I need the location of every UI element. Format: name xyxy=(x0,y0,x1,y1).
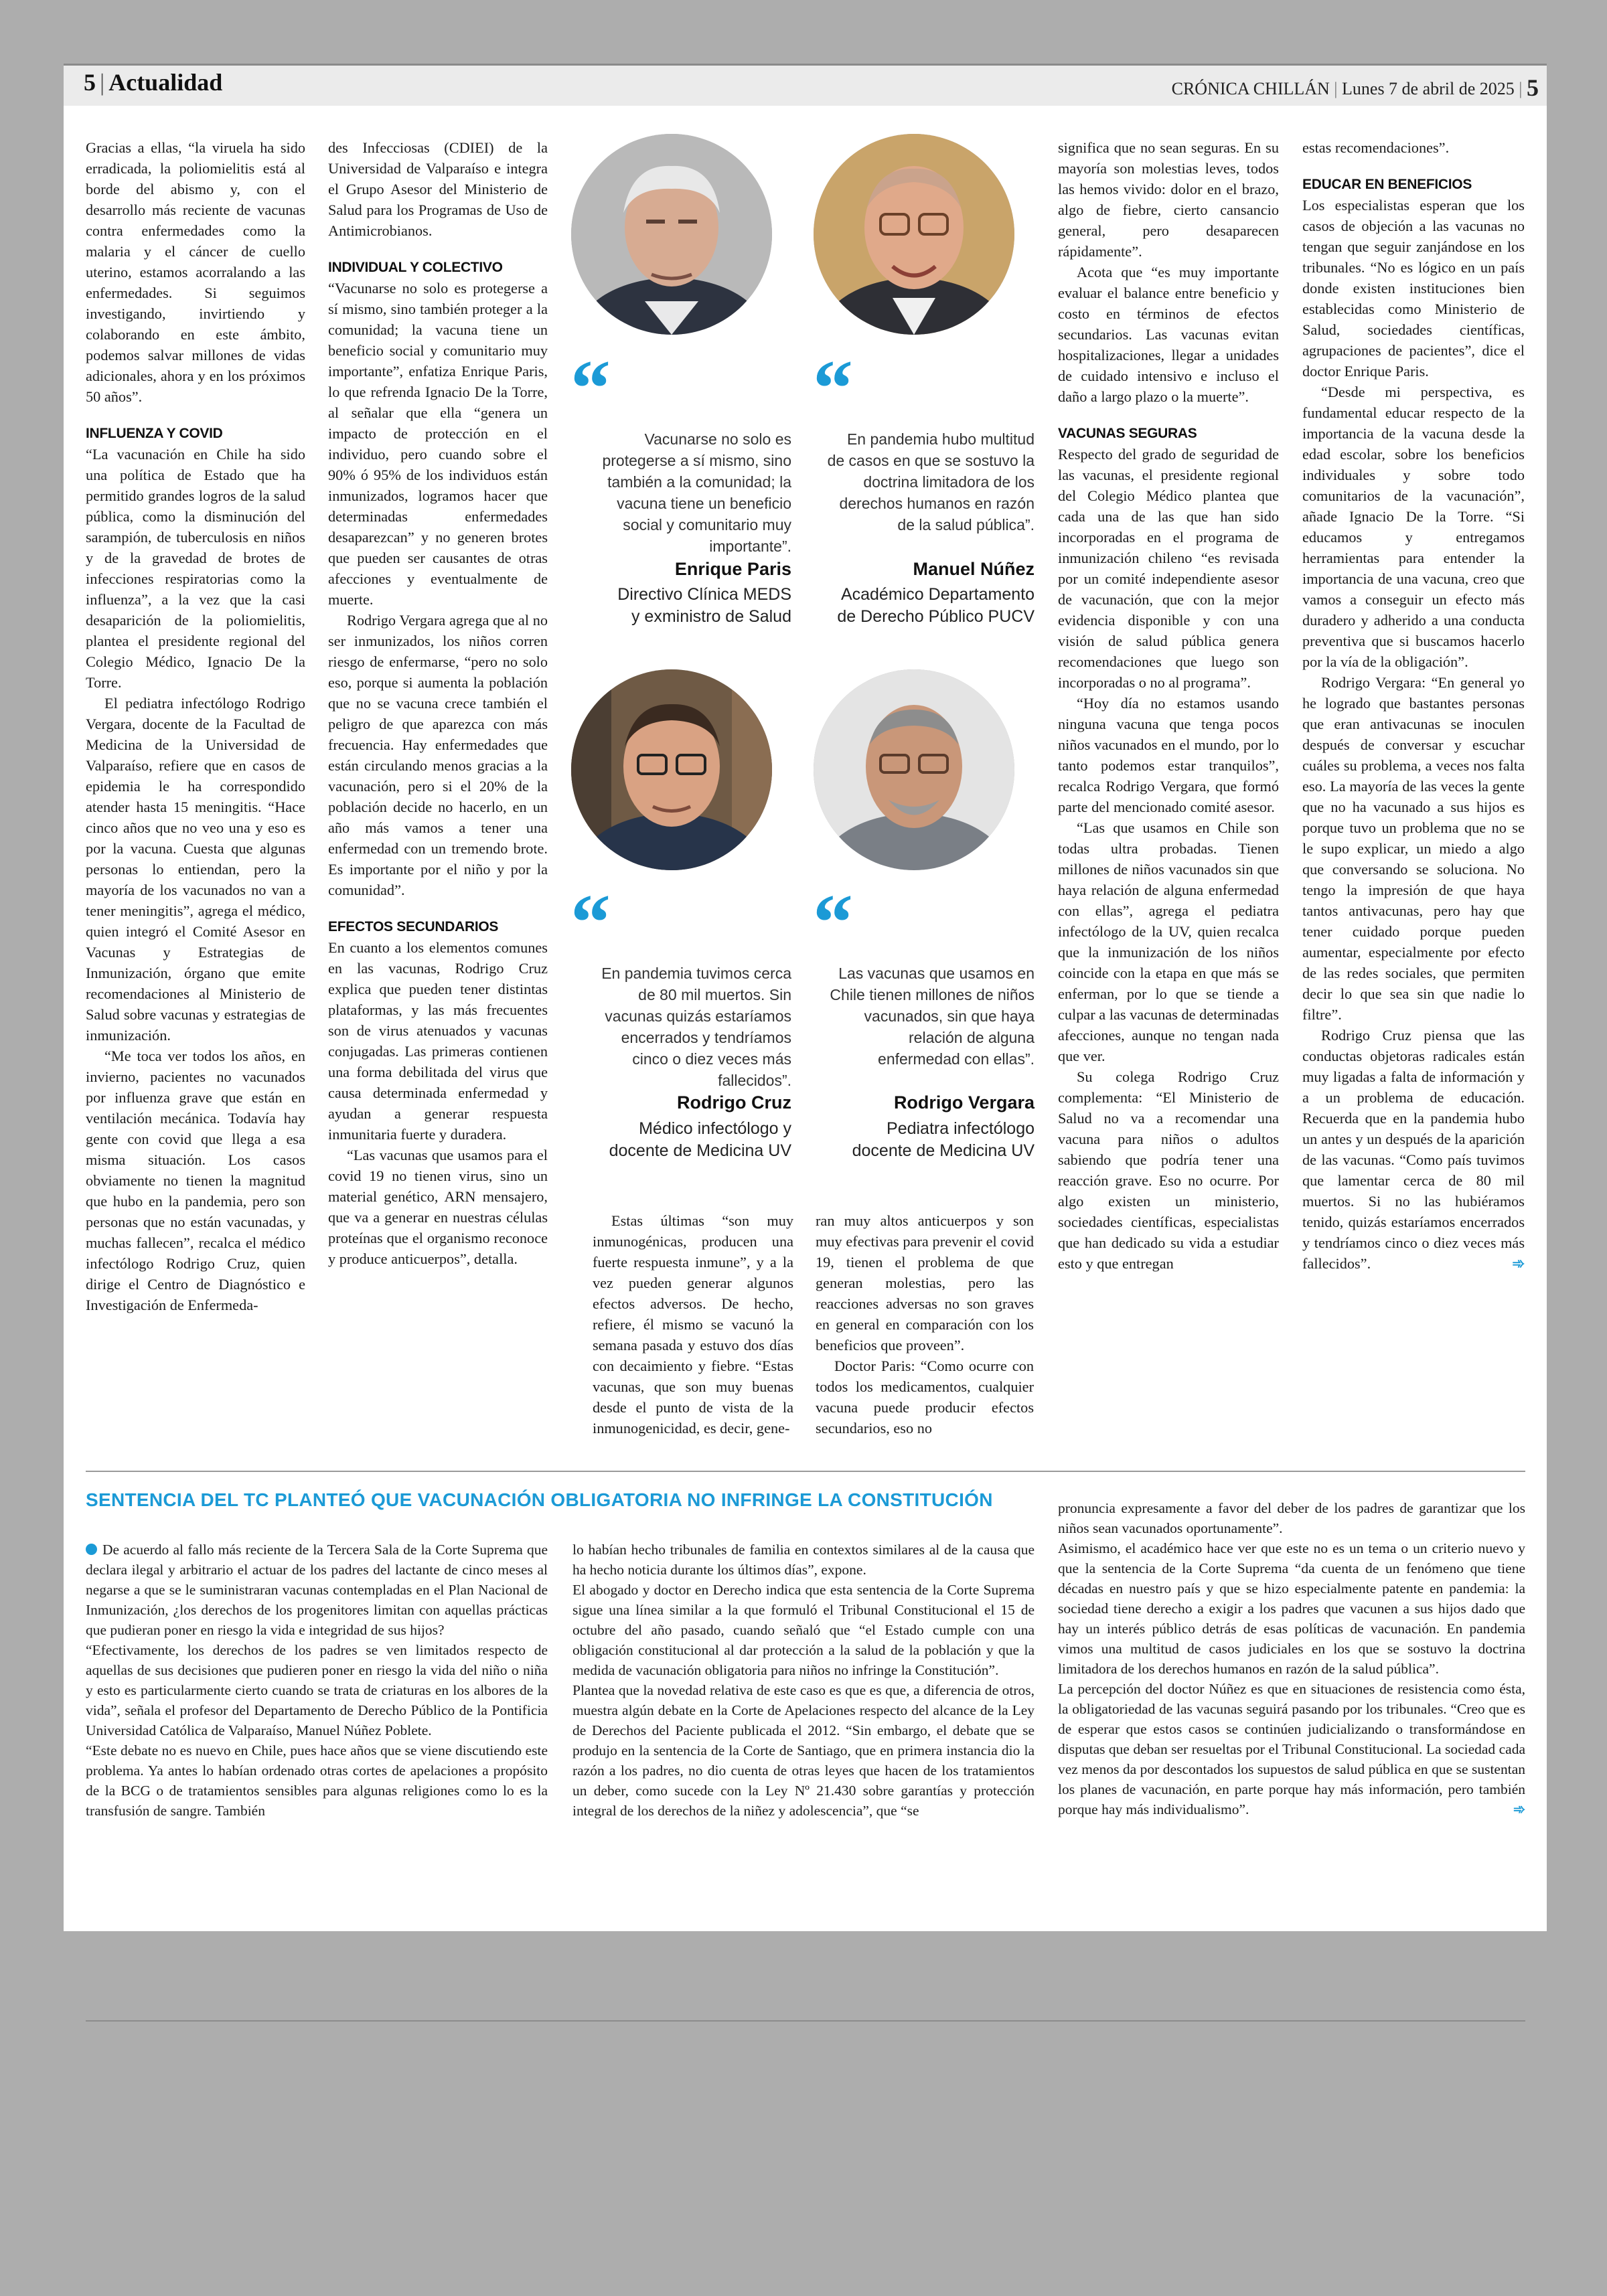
pull-quote-role-line2: docente de Medicina UV xyxy=(852,1141,1035,1160)
paragraph-text: La percepción del doctor Núñez es que en situaciones de resistencia como ésta, la obligatoriedad de las vacunas seguirá pasando por los tribunales. “Creo que es de esperar que estos casos se continúen judicializando o transformándose en disputas que deban ser resueltas por el Tribunal Constitucional. La sociedad cada vez menos da por descontados los supuestos de salud pública en que se sustentan los planes de vacunación, en parte porque hay más información, pero también porque hay más individualismo”. xyxy=(1058,1681,1525,1817)
pull-quote-text: En pandemia tuvimos cerca de 80 mil muertos. Sin vacunas quizás estaríamos encerrados y tendríamos cinco o diez veces más fallecidos”. xyxy=(601,965,791,1089)
page-number: 5 xyxy=(84,69,96,96)
section-name: Actualidad xyxy=(108,69,223,96)
quote-mark-icon: “ xyxy=(570,878,611,967)
box-column-1 xyxy=(86,1540,548,1821)
page-number-right: 5 xyxy=(1527,74,1539,101)
paragraph-text: Rodrigo Cruz piensa que las conductas objetoras radicales están muy ligadas a falta de información y a un problema de educación. Recuerda que en la pandemia hubo un antes y un después de la aparición de las vacunas. “Como país tuvimos que lamentar cerca de 80 mil muertos. Si no las hubiéramos tenido, quizás estaríamos encerrados y tendríamos cinco o diez veces más fallecidos”. xyxy=(1302,1027,1525,1272)
pull-quote-text: En pandemia hubo multitud de casos en que se sostuvo la doctrina limitadora de los derechos humanos en razón de la salud pública”. xyxy=(827,430,1035,534)
article-column-4 xyxy=(816,1210,1034,1439)
portrait-rodrigo-vergara xyxy=(814,669,1014,870)
pull-quote-role-line2: docente de Medicina UV xyxy=(609,1141,791,1160)
box-headline: SENTENCIA DEL TC PLANTEÓ QUE VACUNACIÓN OBLIGATORIA NO INFRINGE LA CONSTITUCIÓN xyxy=(86,1489,993,1510)
pull-quote-role-line1: Académico Departamento xyxy=(840,585,1035,604)
paragraph: Acota que “es muy importante evaluar el balance entre beneficio y costo en términos de efectos secundarios. Las vacunas evitan hospitalizaciones, llegar a unidades de cuidado intensivo e incluso el daño a largo plazo o la muerte”. xyxy=(1058,264,1279,405)
portrait-rodrigo-cruz xyxy=(571,669,772,870)
paragraph-text: De acuerdo al fallo más reciente de la Tercera Sala de la Corte Suprema que declara ilegal y arbitrario el actuar de los padres del lactante de cinco meses al negarse a que se le suministraran vacunas contempladas en el Plan Nacional de Inmunización, ¿los derechos de los progenitores limitan con aquellas prácticas que pudieran poner en riesgo la vida e integridad de sus hijos? xyxy=(86,1542,548,1638)
paragraph: En cuanto a los elementos comunes en las vacunas, Rodrigo Cruz explica que pueden tener distintas plataformas, y las más frecuentes son de virus atenuados y vacunas conjugadas. Las primeras contienen una forma debilitada del virus que causa determinada enfermedad y ayudan a generar respuesta inmunitaria fuerte y duradera. xyxy=(328,939,548,1143)
quote-mark-icon: “ xyxy=(570,343,611,432)
paragraph xyxy=(1058,1679,1525,1819)
box-column-2 xyxy=(572,1540,1035,1821)
subheading-educar: EDUCAR EN BENEFICIOS xyxy=(1302,177,1472,192)
paragraph: Plantea que la novedad relativa de este caso es que es que, a diferencia de otros, muestra algún debate en la Corte de Apelaciones respecto del alcance de la Ley de Derechos del Paciente publicada el 2012. “Sin embargo, el debate que se produjo en la sentencia de la Corte de Santiago, que en primera instancia dio la razón a los padres, no dio cuenta de otras leyes que hacen de los tratamientos un deber, como sucede con la Ley Nº 21.430 sobre garantías y protección integral de los derechos de la niñez y adolescencia”, que “se xyxy=(572,1682,1035,1819)
paragraph: des Infecciosas (CDIEI) de la Universidad de Valparaíso e integra el Grupo Asesor del Ministerio de Salud para los Programas de Uso de Antimicrobianos. xyxy=(328,139,548,239)
pull-quote-role-line1: Directivo Clínica MEDS xyxy=(617,585,791,604)
paragraph: El pediatra infectólogo Rodrigo Vergara, docente de la Facultad de Medicina de la Universidad de Valparaíso, refiere que en casos de epidemia le ha correspondido atender hasta 15 meningitis. “Hace cinco años que no veo una y eso es por la vacuna. Cuesta que algunas personas lo entiendan, pero la mayoría de los vacunados no van a tener meningitis”, agrega el médico, quien integró el Comité Asesor en Vacunas y Estrategias de Inmunización, órgano que emite recomendaciones al Ministerio de Salud sobre vacunas y estrategias de inmunización. xyxy=(86,695,305,1044)
paragraph: “Efectivamente, los derechos de los padres se ven limitados respecto de aquellas de sus decisiones que pudieren poner en riesgo la vida del niño o niña y esto es particularmente cierto cuando se trata de criaturas en los albores de la vida”, señala el profesor del Departamento de Derecho Público de la Pontificia Universidad Católica de Valparaíso, Manuel Núñez Poblete. xyxy=(86,1642,548,1738)
portrait-enrique-paris xyxy=(571,134,772,335)
pull-quote-name: Rodrigo Cruz xyxy=(677,1092,791,1113)
subheading-individual: INDIVIDUAL Y COLECTIVO xyxy=(328,260,503,275)
pull-quote-name: Manuel Núñez xyxy=(913,559,1035,579)
paragraph: significa que no sean seguras. En su mayoría son molestias leves, todos las hemos vivido: dolor en el brazo, algo de fiebre, cierto cansancio general, pero desaparecen rápidamente”. xyxy=(1058,139,1279,260)
paragraph: Rodrigo Vergara agrega que al no ser inmunizados, los niños corren riesgo de enfermarse, “pero no solo eso, porque si aumenta la población que no se vacuna crece también el peligro de que aparezca con más frecuencia. Hay enfermedades que están circulando menos gracias a la vacunación, pero si el 20% de la población decide no hacerlo, en un año más vamos a tener una enfermedad con un tremendo brote. Es importante por el niño y por la comunidad”. xyxy=(328,612,548,898)
article-column-2 xyxy=(328,137,548,1269)
pull-quote-name: Rodrigo Vergara xyxy=(893,1092,1035,1113)
paragraph: Estas últimas “son muy inmunogénicas, producen una fuerte respuesta inmune”, y a la vez pueden generar algunos efectos adversos. De hecho, refiere, él mismo se vacunó la semana pasada y estuvo dos días con decaimiento y fiebre. “Estas vacunas, que son muy buenas desde el punto de vista de la inmunogenicidad, es decir, gene- xyxy=(593,1212,793,1437)
paragraph: Doctor Paris: “Como ocurre con todos los medicamentos, cualquier vacuna puede producir efectos secundarios, eso no xyxy=(816,1358,1034,1437)
pull-quote-role-line1: Médico infectólogo y xyxy=(639,1119,791,1138)
paragraph: “Las vacunas que usamos para el covid 19 no tienen virus, sino un material genético, ARN mensajero, que va a generar en nuestras células proteínas que el organismo reconoce y produce anticuerpos”, detalla. xyxy=(328,1147,548,1267)
article-column-1 xyxy=(86,137,305,1315)
subheading-influenza: INFLUENZA Y COVID xyxy=(86,426,223,441)
section-divider xyxy=(86,1471,1525,1472)
subheading-efectos: EFECTOS SECUNDARIOS xyxy=(328,919,499,934)
paragraph: “Vacunarse no solo es protegerse a sí mismo, sino también proteger a la comunidad; la vacuna tiene un beneficio social y comunitario muy importante”, enfatiza Enrique Paris, lo que refrenda Ignacio De la Torre, al señalar que ella “genera un impacto de protección en el individuo, pero cuando sobre el 90% ó 95% de los individuos están inmunizados, logramos hacer que determinadas enfermedades desaparezcan” y no generen brotes que pueden ser causantes de otras afecciones y eventualmente de muerte. xyxy=(328,280,548,608)
paragraph xyxy=(86,1540,548,1640)
masthead-info: CRÓNICA CHILLÁN | Lunes 7 de abril de 2025 | 5 xyxy=(1171,74,1539,101)
section-heading: 5 | Actualidad xyxy=(84,69,223,96)
subheading-vacunas-seguras: VACUNAS SEGURAS xyxy=(1058,426,1197,441)
portrait-manuel-nunez xyxy=(814,134,1014,335)
paragraph: Su colega Rodrigo Cruz complementa: “El Ministerio de Salud no va a recomendar una vacuna para niños o adultos sabiendo que podría tener una reacción grave. Eso no ocurre. Por algo existen un ministerio, sociedades científicas, especialistas que han dedicado su vida a estudiar esto y que entregan xyxy=(1058,1068,1279,1272)
bottom-divider xyxy=(86,2020,1525,2022)
publication-date: Lunes 7 de abril de 2025 xyxy=(1342,79,1515,98)
paragraph: “La vacunación en Chile ha sido una política de Estado que ha permitido grandes logros de la salud pública, como la disminución del sarampión, de tuberculosis en niños y de la gravedad de brotes de infecciones respiratorias como la influenza”, a la vez que la casi desaparición de la poliomielitis, plantea el presidente regional del Colegio Médico, Ignacio De la Torre. xyxy=(86,446,305,691)
paragraph: ran muy altos anticuerpos y son muy efectivas para prevenir el covid 19, tienen el problema de que generan molestias, pero las reacciones adversas no son graves en general en comparación con los beneficios que proveen”. xyxy=(816,1212,1034,1354)
continues-arrow-icon: ➾ xyxy=(1512,1255,1525,1272)
paragraph: lo habían hecho tribunales de familia en contextos similares al de la causa que ha hecho noticia durante los últimos días”, expone. xyxy=(572,1542,1035,1578)
article-column-3 xyxy=(593,1210,793,1439)
pull-quote-role-line1: Pediatra infectólogo xyxy=(887,1119,1035,1138)
paragraph: “Las que usamos en Chile son todas ultra probadas. Tienen millones de niños vacunados sin que haya relación de alguna enfermedad con ellas”, agrega el pediatra infectólogo de la UV, quien recalca que la inmunización de los niños coincide con la etapa en que más se enferman, por lo que se tiende a culpar a las vacunas de determinadas afecciones, aunque no tengan nada que ver. xyxy=(1058,819,1279,1064)
paragraph: Gracias a ellas, “la viruela ha sido erradicada, la poliomielitis está al borde del abismo y, con el desarrollo más reciente de vacunas contra enfermedades como la malaria y el cáncer de cuello uterino, estamos acorralando a las enfermedades. Si seguimos investigando, invirtiendo y colaborando en este ámbito, podemos salvar millones de vidas adicionales, ahora y en los próximos 50 años”. xyxy=(86,139,305,405)
box-column-3 xyxy=(1058,1498,1525,1819)
paragraph: El abogado y doctor en Derecho indica que esta sentencia de la Corte Suprema sigue una línea similar a la que formuló el Tribunal Constitucional el 15 de octubre del año pasado, cuando señaló que “el Estado cumple con una obligación constitucional al dar protección a la salud de la población y que la medida de vacunación obligatoria para niños no infringe la Constitución”. xyxy=(572,1582,1035,1678)
article-column-5 xyxy=(1058,137,1279,1274)
pull-quote-role-line2: y exministro de Salud xyxy=(631,607,791,626)
publication-name: CRÓNICA CHILLÁN xyxy=(1171,79,1330,98)
bullet-dot-icon xyxy=(86,1544,97,1555)
paragraph: “Me toca ver todos los años, en invierno, pacientes no vacunados por influenza grave que están en ventilación mecánica. Todavía hay gente con covid que llega a esa misma situación. Los casos obviamente no tienen la magnitud que hubo en la pandemia, pero son personas que no están vacunadas, y muchas fallecen”, recalca el médico infectólogo Rodrigo Cruz, quien dirige el Centro de Diagnóstico e Investigación de Enfermeda- xyxy=(86,1048,305,1313)
continues-arrow-icon: ➾ xyxy=(1513,1801,1525,1817)
pull-quote-text: Las vacunas que usamos en Chile tienen millones de niños vacunados, sin que haya relación de alguna enfermedad con ellas”. xyxy=(830,965,1035,1068)
pull-quote-role-line2: de Derecho Público PUCV xyxy=(837,607,1035,626)
page-header xyxy=(64,64,1547,106)
quote-mark-icon: “ xyxy=(813,343,853,432)
pull-quote-text: Vacunarse no solo es protegerse a sí mismo, sino también a la comunidad; la vacuna tiene un beneficio social y comunitario muy importante”. xyxy=(602,430,791,555)
article-column-6 xyxy=(1302,137,1525,1274)
paragraph: pronuncia expresamente a favor del deber de los padres de garantizar que los niños sean vacunados oportunamente”. xyxy=(1058,1500,1525,1536)
paragraph: “Hoy día no estamos usando ninguna vacuna que tenga pocos niños vacunados en el mundo, por lo tanto podemos estar tranquilos”, recalca Rodrigo Vergara, que formó parte del mencionado comité asesor. xyxy=(1058,695,1279,815)
paragraph: Los especialistas esperan que los casos de objeción a las vacunas no tengan que seguir zanjándose en los tribunales. “No es lógico en un país donde existen instituciones bien establecidas como Ministerio de Salud, sociedades científicas, agrupaciones de pacientes”, dice el doctor Enrique Paris. xyxy=(1302,197,1525,380)
paragraph: Asimismo, el académico hace ver que este no es un tema o un criterio nuevo y que la sentencia de la Corte Suprema “da cuenta de un fenómeno que tiene décadas en nuestro país y que se hizo especialmente patente en pandemia: la sociedad tiene derecho a exigir a los padres que vacunen a sus hijos dado que hay un interés público detrás de esas políticas de vacunación. En pandemia vimos una multitud de casos judiciales en los que se sostuvo la doctrina limitadora de los derechos humanos en razón de la salud pública”. xyxy=(1058,1540,1525,1677)
pull-quote-name: Enrique Paris xyxy=(674,559,791,579)
paragraph: estas recomendaciones”. xyxy=(1302,139,1450,156)
paragraph xyxy=(1302,1025,1525,1274)
paragraph: Rodrigo Vergara: “En general yo he logrado que bastantes personas que eran antivacunas se inoculen después de conversar y escuchar cuáles su problema, a veces nos falta eso. La mayoría de las veces la gente que no ha vacunado a sus hijos es porque tuvo un problema que no se le supo explicar, un miedo a algo que conversando se soluciona. No tengo la impresión de que haya tantos antivacunas, pero hay que tener cuidado porque pueden aumentar, especialmente por efecto de las redes sociales, que permiten decir lo que sea sin que nadie lo filtre”. xyxy=(1302,674,1525,1023)
quote-mark-icon: “ xyxy=(813,878,853,967)
paragraph: “Desde mi perspectiva, es fundamental educar respecto de la importancia de la vacuna desde la edad escolar, sobre los beneficios individuales y sobre todo comunitarios de la vacunación”, añade Ignacio De la Torre. “Si educamos y entregamos herramientas para entender la importancia de una vacuna, creo que vamos a conseguir un efecto más duradero y adherido a una conducta preventiva que si buscamos hacerlo por la vía de la obligación”. xyxy=(1302,384,1525,670)
paragraph: Respecto del grado de seguridad de las vacunas, el presidente regional del Colegio Médico plantea que cada una de las que han sido incorporadas en el programa de inmunización chileno “es revisada por un comité independiente asesor de vacunación, que con la mejor evidencia disponible y con una visión de salud pública genera recomendaciones que luego son incorporadas o no al programa”. xyxy=(1058,446,1279,691)
paragraph: “Este debate no es nuevo en Chile, pues hace años que se viene discutiendo este problema. Ya antes lo habían ordenado otras cortes de apelaciones a propósito de la BCG o de tratamientos sensibles para algunas religiones como lo es la transfusión de sangre. También xyxy=(86,1742,548,1819)
